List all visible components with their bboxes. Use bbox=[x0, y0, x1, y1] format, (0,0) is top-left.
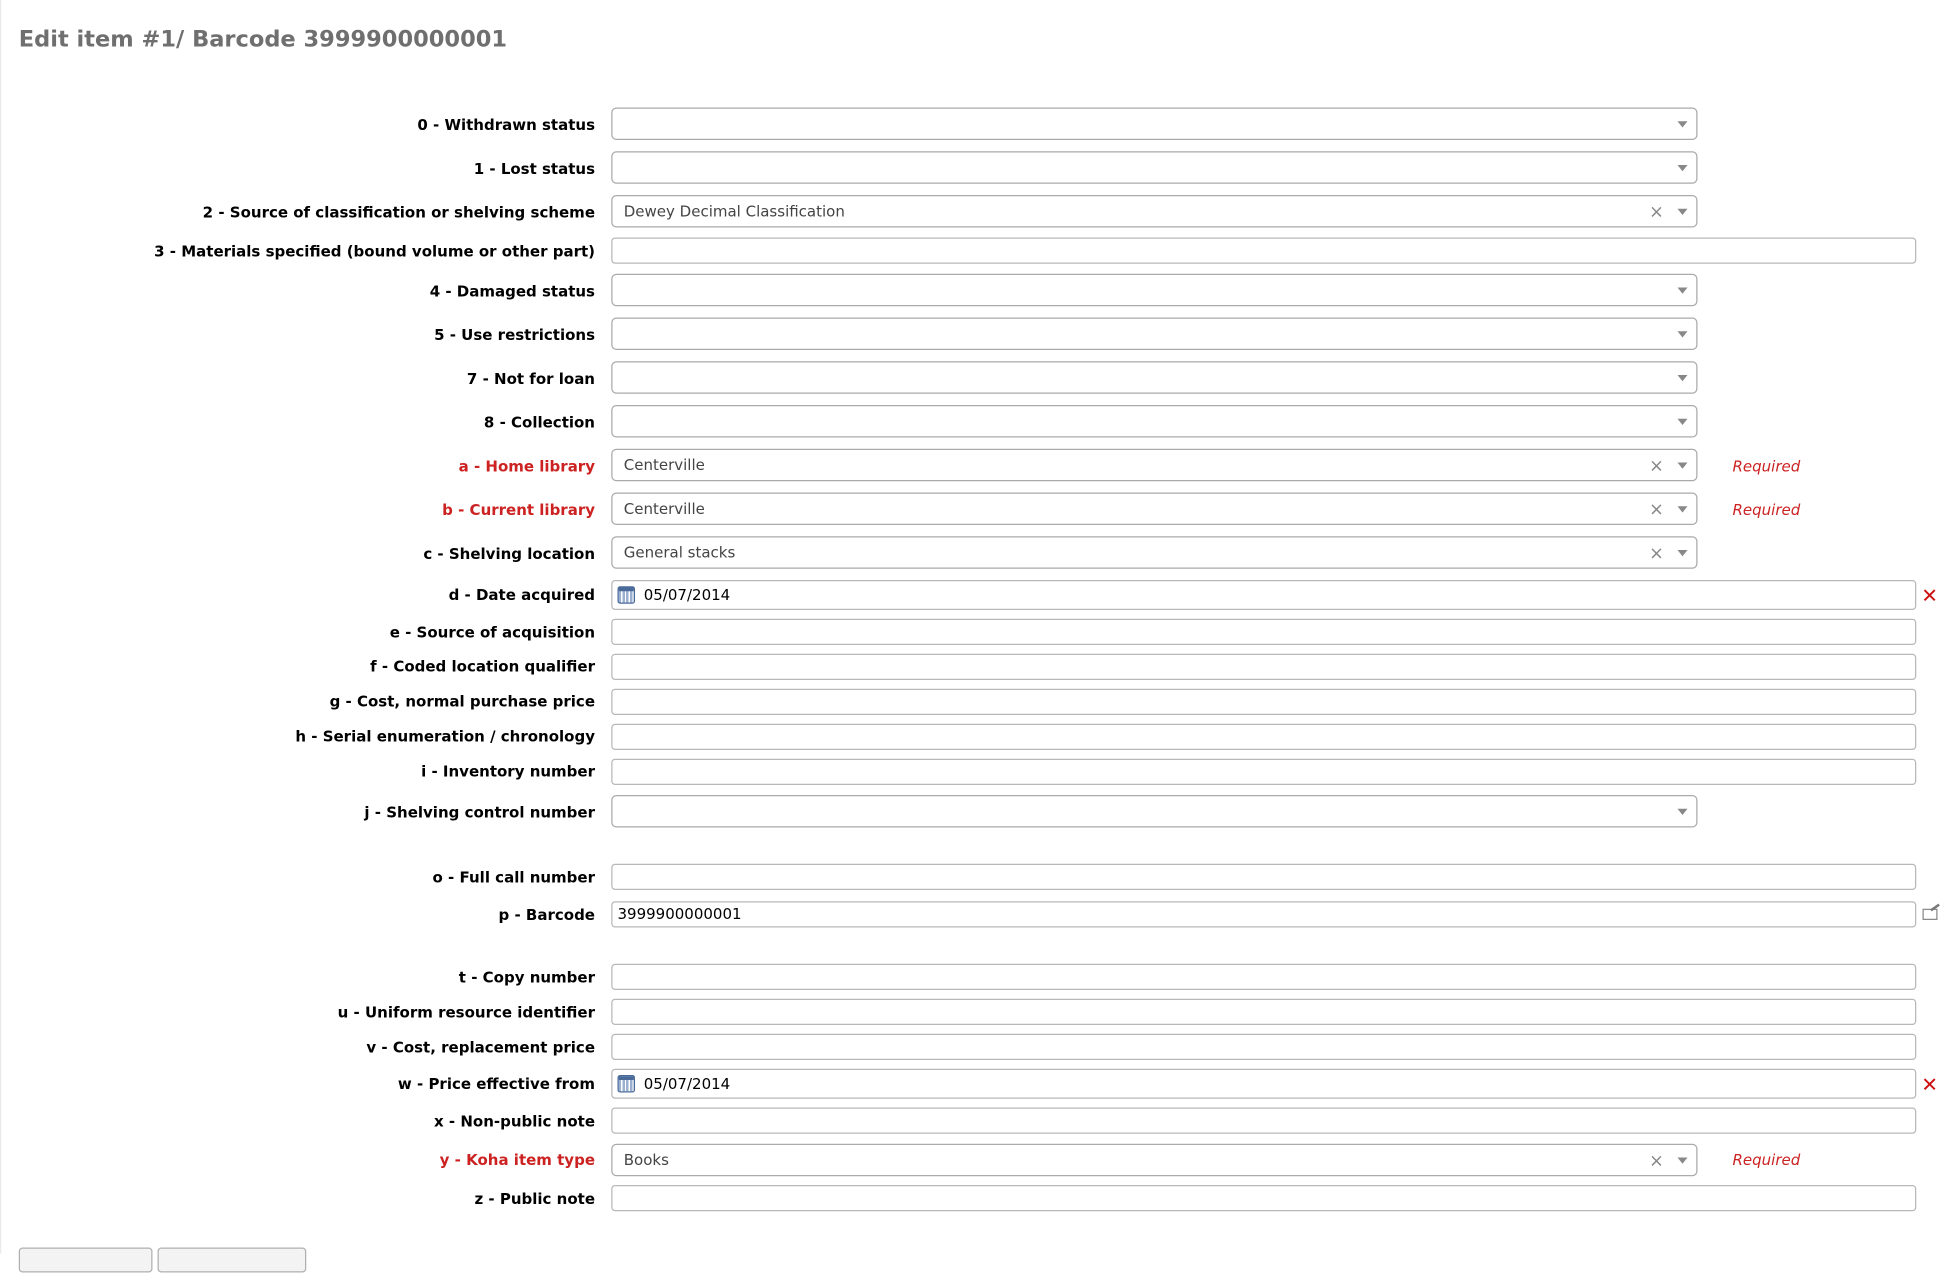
clear-selection-icon[interactable]: × bbox=[1649, 1151, 1664, 1172]
save-button[interactable] bbox=[19, 1248, 153, 1273]
koha-item-type-required: Required bbox=[1732, 1151, 1801, 1169]
not-for-loan-label: 7 - Not for loan bbox=[466, 370, 595, 388]
copy-number-label: t - Copy number bbox=[458, 968, 595, 987]
coded-location-qualifier-label: f - Coded location qualifier bbox=[370, 657, 595, 675]
clear-selection-icon[interactable]: × bbox=[1649, 500, 1664, 520]
home-library-label: a - Home library bbox=[458, 457, 595, 475]
date-acquired-input[interactable] bbox=[611, 580, 1916, 610]
non-public-note-label: x - Non-public note bbox=[434, 1112, 595, 1130]
clear-selection-icon[interactable]: × bbox=[1649, 202, 1664, 223]
replacement-price-label: v - Cost, replacement price bbox=[366, 1038, 595, 1057]
serial-enumeration-label: h - Serial enumeration / chronology bbox=[295, 727, 595, 745]
calendar-icon[interactable] bbox=[618, 1075, 636, 1093]
non-public-note-input[interactable] bbox=[611, 1108, 1916, 1134]
public-note-input[interactable] bbox=[611, 1185, 1916, 1211]
collection-select[interactable] bbox=[611, 405, 1697, 438]
clear-selection-icon[interactable]: × bbox=[1649, 543, 1664, 564]
shelving-location-select[interactable] bbox=[611, 536, 1697, 569]
barcode-value: 3999900000001 bbox=[617, 905, 742, 923]
chevron-down-icon[interactable] bbox=[1671, 406, 1696, 436]
cancel-button[interactable] bbox=[158, 1248, 307, 1273]
chevron-down-icon[interactable] bbox=[1671, 319, 1696, 349]
shelving-control-number-label: j - Shelving control number bbox=[364, 803, 595, 822]
damaged-status-label: 4 - Damaged status bbox=[429, 282, 595, 300]
current-library-select[interactable] bbox=[611, 493, 1697, 526]
purchase-price-input[interactable] bbox=[611, 689, 1916, 715]
koha-item-type-value: Books bbox=[623, 1151, 669, 1169]
withdrawn-status-label: 0 - Withdrawn status bbox=[417, 116, 595, 134]
classification-source-label: 2 - Source of classification or shelving scheme bbox=[202, 203, 595, 222]
date-acquired-label: d - Date acquired bbox=[448, 586, 595, 604]
chevron-down-icon[interactable] bbox=[1671, 450, 1696, 480]
shelving-control-number-select[interactable] bbox=[611, 795, 1697, 828]
date-acquired-value: 05/07/2014 bbox=[643, 586, 731, 604]
calendar-icon[interactable] bbox=[618, 586, 636, 604]
use-restrictions-label: 5 - Use restrictions bbox=[434, 326, 595, 344]
inventory-number-label: i - Inventory number bbox=[421, 762, 595, 780]
replacement-price-input[interactable] bbox=[611, 1034, 1916, 1060]
close-icon[interactable]: ✕ bbox=[1921, 1072, 1939, 1097]
collection-label: 8 - Collection bbox=[483, 413, 595, 432]
serial-enumeration-input[interactable] bbox=[611, 724, 1916, 750]
chevron-down-icon[interactable] bbox=[1671, 275, 1696, 305]
damaged-status-select[interactable] bbox=[611, 274, 1697, 307]
chevron-down-icon[interactable] bbox=[1671, 196, 1696, 226]
koha-item-type-label: y - Koha item type bbox=[439, 1151, 595, 1169]
materials-specified-input[interactable] bbox=[611, 238, 1916, 264]
chevron-down-icon[interactable] bbox=[1671, 538, 1696, 568]
classification-source-value: Dewey Decimal Classification bbox=[623, 202, 845, 220]
copy-number-input[interactable] bbox=[611, 964, 1916, 990]
classification-source-select[interactable] bbox=[611, 195, 1697, 228]
current-library-label: b - Current library bbox=[442, 501, 595, 519]
current-library-required: Required bbox=[1732, 501, 1801, 519]
purchase-price-label: g - Cost, normal purchase price bbox=[329, 692, 595, 710]
source-of-acquisition-label: e - Source of acquisition bbox=[389, 623, 595, 642]
barcode-label: p - Barcode bbox=[498, 906, 595, 924]
use-restrictions-select[interactable] bbox=[611, 318, 1697, 351]
coded-location-qualifier-input[interactable] bbox=[611, 654, 1916, 680]
inventory-number-input[interactable] bbox=[611, 759, 1916, 785]
chevron-down-icon[interactable] bbox=[1671, 1145, 1696, 1175]
price-effective-from-label: w - Price effective from bbox=[397, 1075, 595, 1093]
edit-icon[interactable] bbox=[1923, 909, 1938, 920]
full-call-number-label: o - Full call number bbox=[432, 868, 595, 887]
not-for-loan-select[interactable] bbox=[611, 361, 1697, 394]
current-library-value: Centerville bbox=[623, 500, 705, 518]
home-library-select[interactable] bbox=[611, 449, 1697, 482]
page-title: Edit item #1/ Barcode 3999900000001 bbox=[18, 26, 508, 53]
close-icon[interactable]: ✕ bbox=[1921, 583, 1939, 608]
chevron-down-icon[interactable] bbox=[1671, 796, 1696, 826]
lost-status-select[interactable] bbox=[611, 151, 1697, 184]
price-effective-from-value: 05/07/2014 bbox=[643, 1075, 731, 1093]
page-left-border bbox=[0, 0, 1, 1254]
home-library-required: Required bbox=[1732, 457, 1801, 475]
uri-label: u - Uniform resource identifier bbox=[337, 1003, 595, 1022]
withdrawn-status-select[interactable] bbox=[611, 108, 1697, 141]
public-note-label: z - Public note bbox=[474, 1190, 595, 1208]
chevron-down-icon[interactable] bbox=[1671, 153, 1696, 183]
source-of-acquisition-input[interactable] bbox=[611, 619, 1916, 645]
barcode-input[interactable] bbox=[611, 901, 1916, 927]
lost-status-label: 1 - Lost status bbox=[473, 160, 595, 178]
shelving-location-value: General stacks bbox=[623, 543, 736, 562]
full-call-number-input[interactable] bbox=[611, 864, 1916, 890]
home-library-value: Centerville bbox=[623, 456, 705, 474]
chevron-down-icon[interactable] bbox=[1671, 494, 1696, 524]
shelving-location-label: c - Shelving location bbox=[423, 545, 595, 563]
koha-item-type-select[interactable] bbox=[611, 1144, 1697, 1177]
materials-specified-label: 3 - Materials specified (bound volume or other part) bbox=[154, 242, 595, 260]
clear-selection-icon[interactable]: × bbox=[1649, 456, 1664, 477]
uri-input[interactable] bbox=[611, 999, 1916, 1025]
chevron-down-icon[interactable] bbox=[1671, 109, 1696, 139]
chevron-down-icon[interactable] bbox=[1671, 363, 1696, 393]
price-effective-from-input[interactable] bbox=[611, 1069, 1916, 1099]
